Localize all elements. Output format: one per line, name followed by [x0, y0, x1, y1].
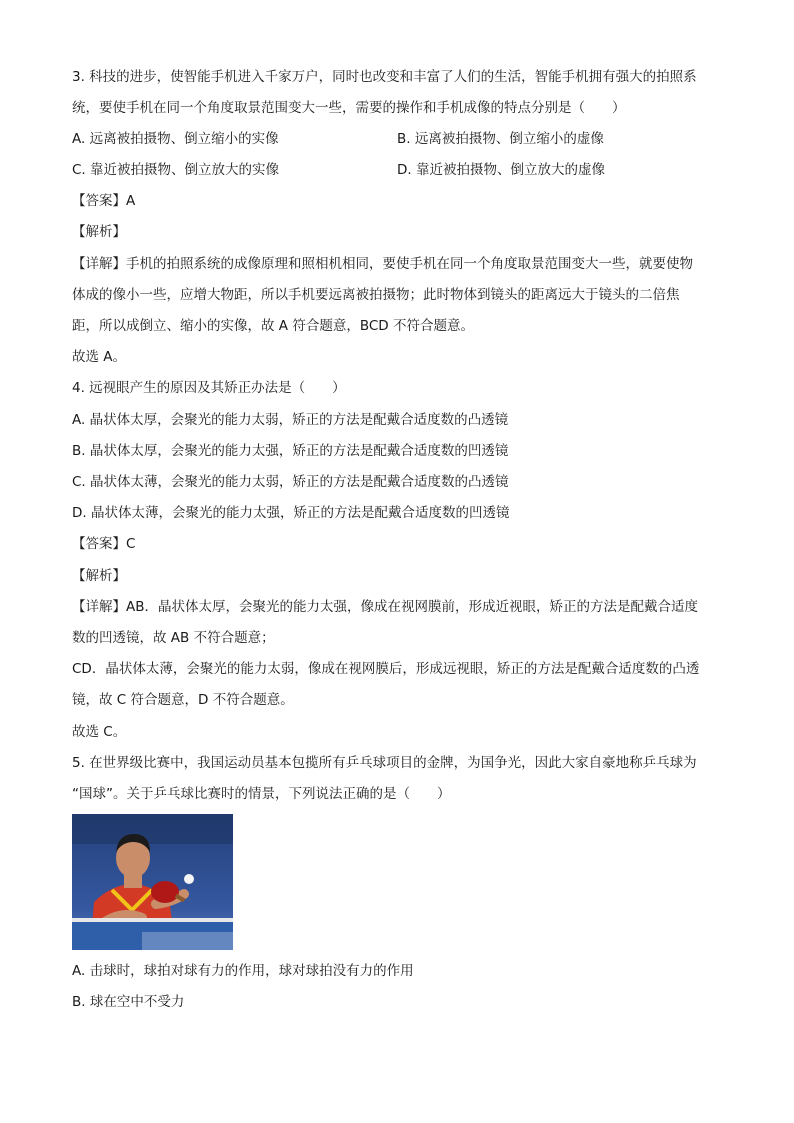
- q3-stem-line1: 3. 科技的进步，使智能手机进入千家万户，同时也改变和丰富了人们的生活，智能手机拥有强大的拍照系: [72, 69, 697, 85]
- q3-answer: 【答案】A: [72, 193, 136, 209]
- q4-detail-line3: CD．晶状体太薄，会聚光的能力太弱，像成在视网膜后，形成远视眼，矫正的方法是配戴合适度数的凸透: [72, 661, 700, 677]
- q5-option-b: B. 球在空中不受力: [72, 994, 185, 1010]
- q3-conclusion: 故选 A。: [72, 349, 127, 365]
- q3-option-d: D. 靠近被拍摄物、倒立放大的虚像: [397, 162, 605, 178]
- q4-option-d: D. 晶状体太薄，会聚光的能力太强，矫正的方法是配戴合适度数的凹透镜: [72, 505, 510, 521]
- q4-conclusion: 故选 C。: [72, 724, 127, 740]
- q4-answer: 【答案】C: [72, 536, 136, 552]
- q4-option-c: C. 晶状体太薄，会聚光的能力太弱，矫正的方法是配戴合适度数的凸透镜: [72, 474, 509, 490]
- q4-option-a: A. 晶状体太厚，会聚光的能力太弱，矫正的方法是配戴合适度数的凸透镜: [72, 412, 509, 428]
- q3-analysis-heading: 【解析】: [72, 224, 126, 240]
- q5-stem-line1: 5. 在世界级比赛中，我国运动员基本包揽所有乒乓球项目的金牌，为国争光，因此大家自豪地称乒乓球为: [72, 755, 697, 771]
- q3-detail-line2: 体成的像小一些，应增大物距，所以手机要远离被拍摄物；此时物体到镜头的距离远大于镜头的二倍焦: [72, 287, 680, 303]
- q5-option-a: A. 击球时，球拍对球有力的作用，球对球拍没有力的作用: [72, 963, 414, 979]
- table-tennis-player-photo: [72, 814, 233, 950]
- q3-option-b: B. 远离被拍摄物、倒立缩小的虚像: [397, 131, 604, 147]
- q3-option-a: A. 远离被拍摄物、倒立缩小的实像: [72, 131, 279, 147]
- q4-option-b: B. 晶状体太厚，会聚光的能力太强，矫正的方法是配戴合适度数的凹透镜: [72, 443, 509, 459]
- q4-detail-line2: 数的凹透镜，故 AB 不符合题意；: [72, 630, 275, 646]
- q3-detail-line1: 【详解】手机的拍照系统的成像原理和照相机相同，要使手机在同一个角度取景范围变大一些，就要使物: [72, 256, 693, 272]
- q3-option-c: C. 靠近被拍摄物、倒立放大的实像: [72, 162, 280, 178]
- q4-analysis-heading: 【解析】: [72, 568, 126, 584]
- q5-stem-line2: “国球”。关于乒乓球比赛时的情景，下列说法正确的是（ ）: [72, 786, 451, 802]
- q3-detail-line3: 距，所以成倒立、缩小的实像，故 A 符合题意，BCD 不符合题意。: [72, 318, 474, 334]
- q4-detail-line1: 【详解】AB．晶状体太厚，会聚光的能力太强，像成在视网膜前，形成近视眼，矫正的方法是配戴合适度: [72, 599, 698, 615]
- q4-detail-line4: 镜，故 C 符合题意，D 不符合题意。: [72, 692, 294, 708]
- q4-stem: 4. 远视眼产生的原因及其矫正办法是（ ）: [72, 380, 346, 396]
- q3-stem-line2: 统，要使手机在同一个角度取景范围变大一些，需要的操作和手机成像的特点分别是（ ）: [72, 100, 626, 116]
